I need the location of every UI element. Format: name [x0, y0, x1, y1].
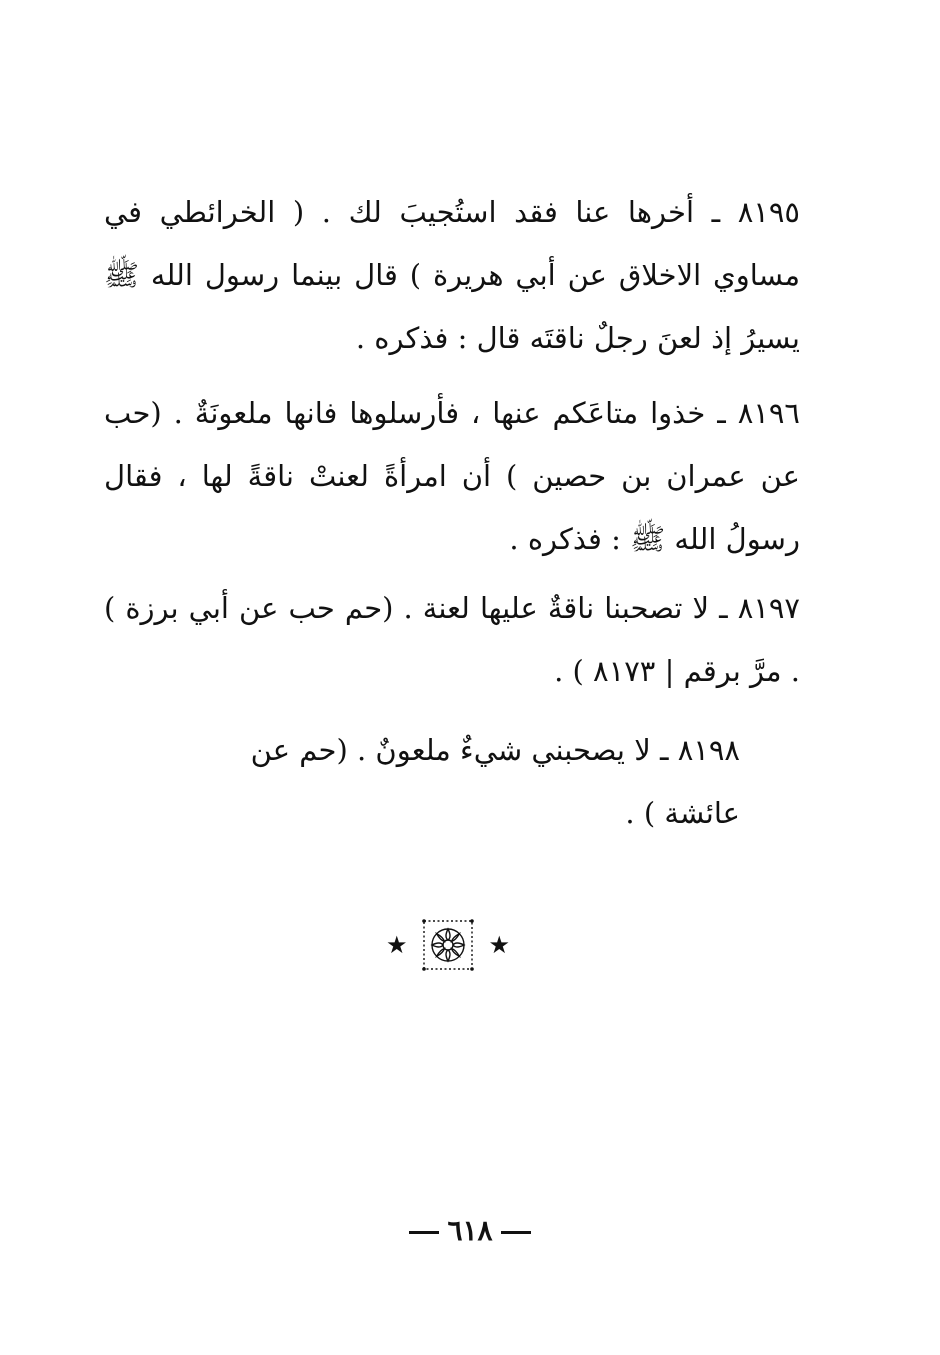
page-number: [380, 1206, 560, 1256]
hadith-entry-8197: ٨١٩٧ ـ لا تصحبنا ناقةٌ عليها لعنة . (حم حب عن أبي برزة ) . مرَّ برقم | ٨١٧٣ ) .: [104, 591, 800, 688]
page-number-value: ٦١٨: [447, 1214, 493, 1247]
hadith-entry-8196: ٨١٩٦ ـ خذوا متاعَكم عنها ، فأرسلوها فانها ملعونَةٌ . (حب عن عمران بن حصين ) أن امرأةً لعنتْ ناقةً لها ، فقال رسولُ الله ﷺ : فذكره .: [104, 396, 800, 556]
hadith-entry-8198: ٨١٩٨ ـ لا يصحبني شيءٌ ملعونٌ . (حم عن عائشة ) .: [250, 733, 740, 830]
rosette-icon: [421, 918, 475, 972]
star-right-icon: ★: [488, 931, 510, 959]
section-ornament: [386, 915, 510, 975]
star-left-icon: ★: [386, 931, 408, 959]
dash-right: [501, 1231, 531, 1234]
hadith-entry-8195: ٨١٩٥ ـ أخرها عنا فقد استُجيبَ لك . ( الخرائطي في مساوي الاخلاق عن أبي هريرة ) قال بينما رسول الله ﷺ يسيرُ إذ لعنَ رجلٌ ناقتَه قال : فذكره .: [104, 195, 800, 355]
dash-left: [409, 1231, 439, 1234]
